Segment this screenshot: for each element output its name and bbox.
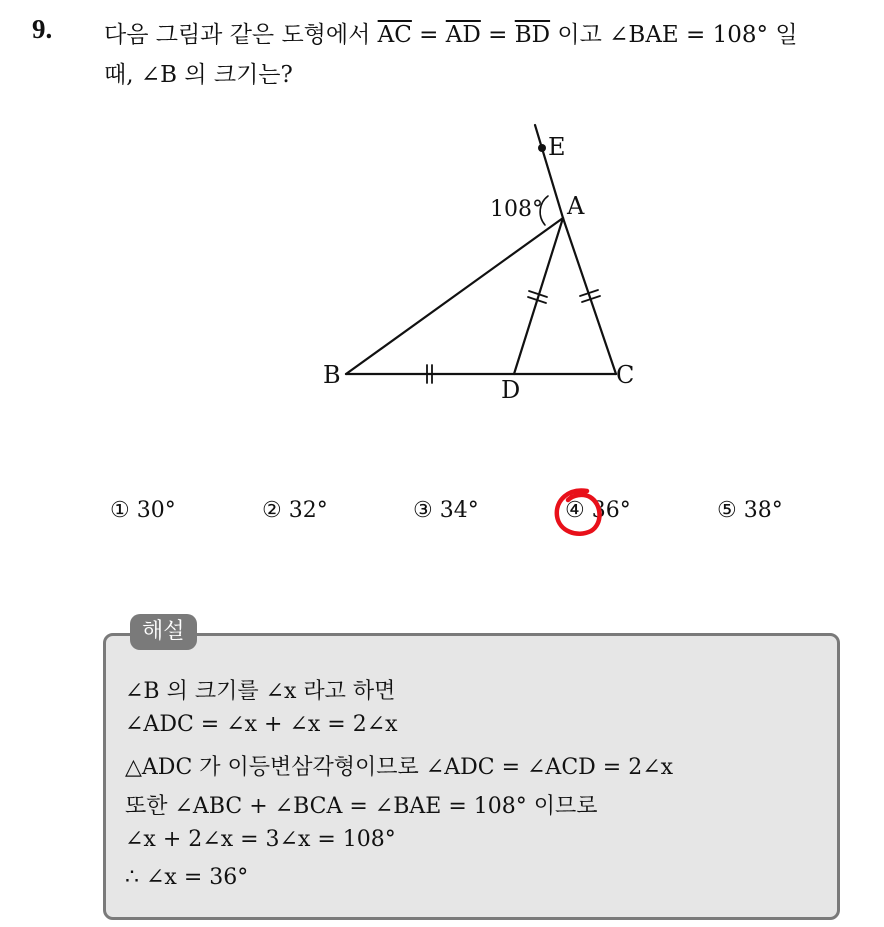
solution-tag: 해설	[130, 614, 197, 650]
solution-line-6: ∴ ∠x = 36°	[125, 865, 249, 890]
choice-5[interactable]: ⑤ 38°	[717, 498, 783, 523]
label-c: C	[616, 361, 635, 389]
equals-2: =	[480, 22, 515, 48]
equals-1: =	[411, 22, 446, 48]
segment-bd: $\overline{BD}$	[514, 22, 551, 48]
answer-circle-mark-icon	[551, 486, 607, 542]
label-b: B	[323, 361, 341, 389]
solution-line-4: 또한 ∠ABC + ∠BCA = ∠BAE = 108° 이므로	[125, 794, 598, 819]
segment-ad: $\overline{AD}$	[445, 22, 481, 48]
segment-a-c	[563, 218, 616, 374]
angle-label: 108°	[490, 197, 543, 222]
solution-line-5: ∠x + 2∠x = 3∠x = 108°	[125, 827, 396, 852]
label-a: A	[567, 192, 585, 220]
label-e: E	[548, 133, 566, 161]
point-e-dot	[538, 144, 546, 152]
segment-ac: $\overline{AC}$	[377, 22, 412, 48]
segment-b-a	[346, 218, 563, 374]
question-text-pre: 다음 그림과 같은 도형에서	[104, 22, 378, 48]
choice-4[interactable]: ④ 36°	[565, 498, 631, 523]
question-number: 9.	[32, 14, 53, 44]
question-text-post: 이고 ∠BAE = 108° 일	[550, 22, 798, 48]
solution-line-3: △ADC 가 이등변삼각형이므로 ∠ADC = ∠ACD = 2∠x	[125, 755, 674, 780]
solution-line-2: ∠ADC = ∠x + ∠x = 2∠x	[125, 712, 398, 737]
segment-a-d	[514, 218, 563, 374]
question-text-line-2: 때, ∠B 의 크기는?	[104, 62, 293, 88]
choice-1[interactable]: ① 30°	[110, 498, 176, 523]
answer-choices	[0, 498, 884, 538]
label-d: D	[501, 376, 521, 404]
choice-3[interactable]: ③ 34°	[413, 498, 479, 523]
choice-2[interactable]: ② 32°	[262, 498, 328, 523]
solution-line-1: ∠B 의 크기를 ∠x 라고 하면	[125, 679, 396, 704]
